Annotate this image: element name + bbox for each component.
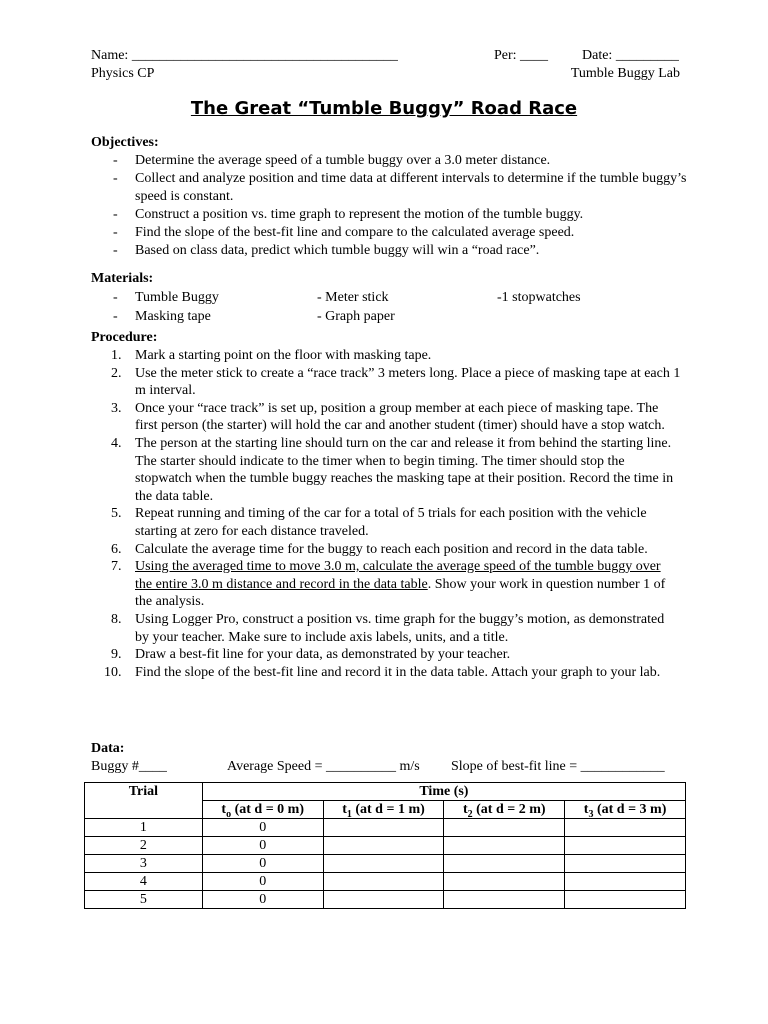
trial-cell: 2 <box>85 837 203 855</box>
data-table <box>84 782 686 909</box>
material-item: -1 stopwatches <box>497 290 581 305</box>
column-header-t0: $t_o$ (at d = 0 m) <box>202 801 323 819</box>
time-cell <box>444 855 565 873</box>
time-cell <box>323 819 444 837</box>
column-header-t3: $t_3$ (at d = 3 m) <box>565 801 686 819</box>
procedure-step: 4. The person at the starting line should turn on the car and release it from behind the starting line. The starter should indicate to the timer when to begin timing. The timer should stop the stopwatch when the tumble buggy reaches the masking tape at their position. Record the time in the data table. <box>111 435 674 504</box>
time-cell: 0 <box>202 891 323 909</box>
time-cell <box>565 891 686 909</box>
material-item: - Graph paper <box>317 309 395 324</box>
objective-item: - Find the slope of the best-fit line and compare to the calculated average speed. <box>111 224 701 242</box>
procedure-step: 9. Draw a best-fit line for your data, as demonstrated by your teacher. <box>111 647 511 663</box>
trial-cell: 5 <box>85 891 203 909</box>
procedure-step: 2. Use the meter stick to create a “race track” 3 meters long. Place a piece of masking tape at each 1 m interval. <box>111 365 681 399</box>
date-field: Date: _________ <box>582 48 679 63</box>
course-name: Physics CP <box>91 66 155 81</box>
procedure-list <box>104 347 681 681</box>
page-title: The Great “Tumble Buggy” Road Race <box>190 98 578 119</box>
table-row <box>85 819 686 837</box>
trial-cell: 4 <box>85 873 203 891</box>
time-cell: 0 <box>202 873 323 891</box>
time-cell <box>565 819 686 837</box>
materials-list-1 <box>111 288 311 326</box>
time-cell: 0 <box>202 819 323 837</box>
objective-item: - Based on class data, predict which tumble buggy will win a “road race”. <box>111 242 701 260</box>
procedure-step: 3. Once your “race track” is set up, position a group member at each piece of masking tape. The first person (the starter) will hold the car and another student (timer) should have a stop watch. <box>111 400 665 434</box>
buggy-number-field: Buggy #____ <box>91 759 167 774</box>
objectives-heading: Objectives: <box>91 135 159 150</box>
lab-name: Tumble Buggy Lab <box>570 66 680 81</box>
objective-item: - Collect and analyze position and time data at different intervals to determine if the tumble buggy’s speed is constant. <box>111 170 701 206</box>
time-cell <box>323 873 444 891</box>
name-field: Name: ______________________________________ <box>91 48 398 63</box>
material-item: - Masking tape <box>111 307 311 326</box>
column-header-t1: $t_1$ (at d = 1 m) <box>323 801 444 819</box>
period-field: Per: ____ <box>494 48 549 63</box>
time-cell <box>323 837 444 855</box>
procedure-step: 6. Calculate the average time for the buggy to reach each position and record in the data table. <box>111 541 648 557</box>
data-heading: Data: <box>91 741 125 756</box>
column-header-t2: $t_2$ (at d = 2 m) <box>444 801 565 819</box>
time-cell: 0 <box>202 855 323 873</box>
time-cell <box>565 855 686 873</box>
procedure-heading: Procedure: <box>91 330 158 345</box>
procedure-step: 1. Mark a starting point on the floor with masking tape. <box>111 348 432 363</box>
time-cell <box>444 873 565 891</box>
time-cell <box>565 837 686 855</box>
procedure-step: 10. Find the slope of the best-fit line and record it in the data table. Attach your graph to your lab. <box>104 664 661 680</box>
table-row <box>85 837 686 855</box>
objective-item: - Determine the average speed of a tumble buggy over a 3.0 meter distance. <box>111 152 701 170</box>
time-cell <box>444 837 565 855</box>
slope-field: Slope of best-fit line = ____________ <box>451 759 665 774</box>
trial-header: Trial <box>85 783 203 819</box>
trial-cell: 1 <box>85 819 203 837</box>
time-cell <box>323 891 444 909</box>
trial-cell: 3 <box>85 855 203 873</box>
time-cell <box>444 891 565 909</box>
materials-heading: Materials: <box>91 271 154 286</box>
procedure-step: 8. Using Logger Pro, construct a position vs. time graph for the buggy’s motion, as demonstrated by your teacher. Make sure to include axis labels, units, and a title. <box>111 611 665 645</box>
time-cell: 0 <box>202 837 323 855</box>
material-item: - Tumble Buggy <box>111 288 311 307</box>
procedure-step: 5. Repeat running and timing of the car for a total of 5 trials for each position with the vehicle starting at zero for each distance traveled. <box>111 506 647 539</box>
procedure-step: 7. Using the averaged time to move 3.0 m, calculate the average speed of the tumble buggy over the entire 3.0 m distance and record in the data table. Show your work in question number 1 of the analysis. <box>111 559 666 610</box>
material-item: - Meter stick <box>317 290 389 305</box>
average-speed-field: Average Speed = __________ m/s <box>227 759 420 774</box>
table-header-row <box>85 783 686 801</box>
time-cell <box>565 873 686 891</box>
table-row <box>85 855 686 873</box>
objectives-list <box>111 152 701 260</box>
table-row <box>85 891 686 909</box>
time-cell <box>444 819 565 837</box>
time-header: Time (s) <box>202 783 685 801</box>
objective-item: - Construct a position vs. time graph to represent the motion of the tumble buggy. <box>111 206 701 224</box>
time-cell <box>323 855 444 873</box>
table-row <box>85 873 686 891</box>
